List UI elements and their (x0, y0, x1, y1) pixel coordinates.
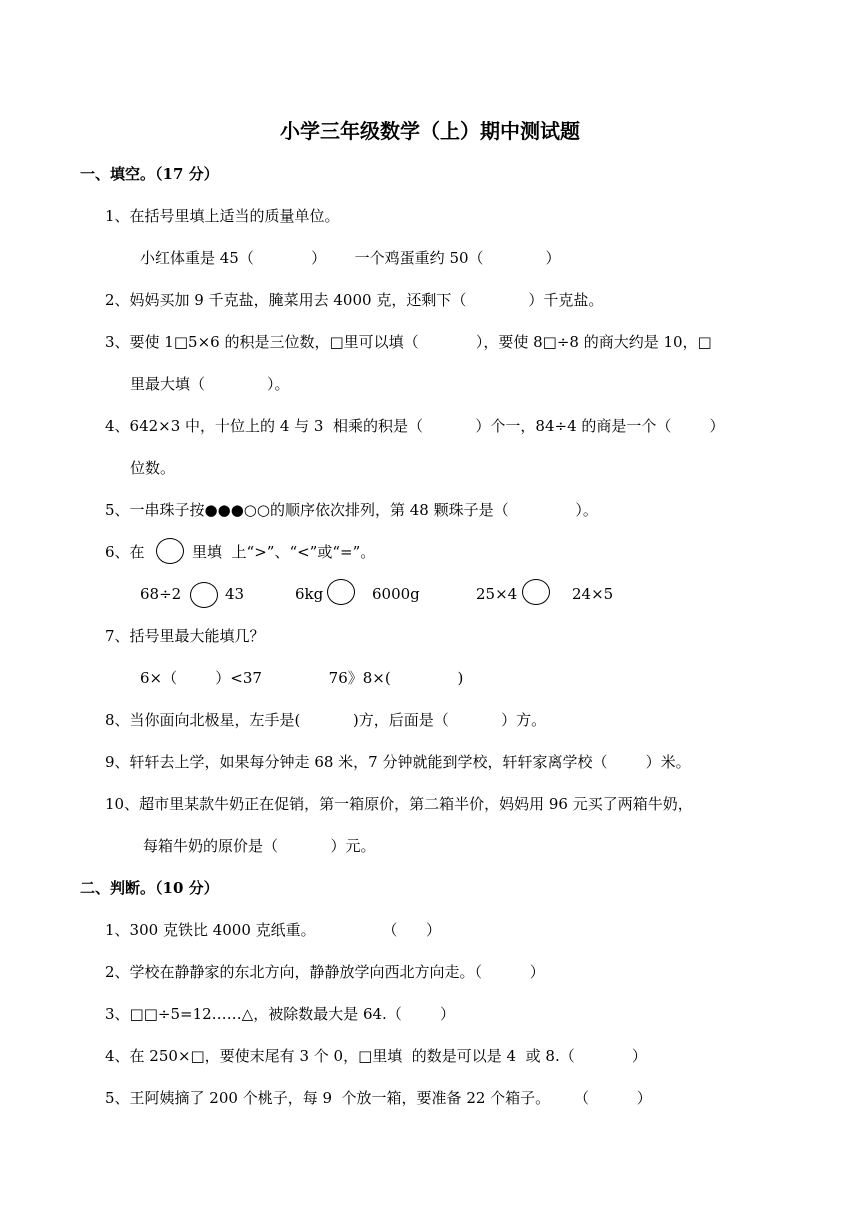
compare-right-3: 24×5 (572, 585, 614, 603)
question-2-3: 3、□□÷5=12……△，被除数最大是 64.（ ） (105, 1005, 455, 1023)
section-heading-judgement: 二、判断。（10 分） (80, 879, 219, 897)
compare-left-3: 25×4 (476, 585, 518, 603)
question-1-8: 8、当你面向北极星，左手是( )方，后面是（ ）方。 (105, 711, 547, 729)
answer-circle-1[interactable] (190, 582, 218, 608)
compare-right-2: 6000g (372, 585, 420, 603)
question-1-9: 9、轩轩去上学，如果每分钟走 68 米，7 分钟就能到学校，轩轩家离学校（ ）米。 (105, 753, 691, 771)
section-heading-fill-in: 一、填空。（17 分） (80, 165, 219, 183)
compare-right-1: 43 (225, 585, 245, 603)
question-2-4: 4、在 250×□，要使末尾有 3 个 0，□里填 的数是可以是 4 或 8.（ ） (105, 1047, 647, 1065)
question-1-1: 1、在括号里填上适当的质量单位。 (105, 207, 340, 225)
question-1-3: 3、要使 1□5×6 的积是三位数，□里可以填（ ），要使 8□÷8 的商大约是 10，□ (105, 333, 712, 351)
question-1-6-suffix: 里填 上“>”、“<”或“=”。 (192, 543, 376, 561)
question-1-5: 5、一串珠子按●●●○○的顺序依次排列，第 48 颗珠子是（ ）。 (105, 501, 598, 519)
question-1-7: 7、括号里最大能填几？ (105, 627, 265, 645)
question-1-4-cont: 位数。 (130, 459, 176, 477)
compare-left-2: 6kg (295, 585, 324, 603)
question-1-10-cont: 每箱牛奶的原价是（ ）元。 (143, 837, 376, 855)
answer-circle-2[interactable] (327, 579, 355, 605)
question-1-3-cont: 里最大填（ ）。 (130, 375, 290, 393)
question-1-7-items: 6×（ ）<37 76》8×( ) (140, 669, 464, 687)
question-2-5: 5、王阿姨摘了 200 个桃子，每 9 个放一箱，要准备 22 个箱子。 （ ） (105, 1089, 652, 1107)
question-1-1-items: 小红体重是 45（ ） 一个鸡蛋重约 50（ ） (140, 249, 561, 267)
page-title: 小学三年级数学（上）期中测试题 (280, 119, 580, 143)
question-1-10: 10、超市里某款牛奶正在促销，第一箱原价，第二箱半价，妈妈用 96 元买了两箱牛奶， (105, 795, 693, 813)
comparison-circle-icon (156, 538, 184, 564)
question-1-6-prefix: 6、在 (105, 543, 145, 561)
question-2-1: 1、300 克铁比 4000 克纸重。 （ ） (105, 921, 442, 939)
answer-circle-3[interactable] (522, 579, 550, 605)
compare-left-1: 68÷2 (140, 585, 182, 603)
question-2-2: 2、学校在静静家的东北方向，静静放学向西北方向走。（ ） (105, 963, 545, 981)
question-1-2: 2、妈妈买加 9 千克盐，腌菜用去 4000 克，还剩下（ ）千克盐。 (105, 291, 604, 309)
question-1-4: 4、642×3 中，十位上的 4 与 3 相乘的积是（ ）个一，84÷4 的商是一个（ ） (105, 417, 725, 435)
